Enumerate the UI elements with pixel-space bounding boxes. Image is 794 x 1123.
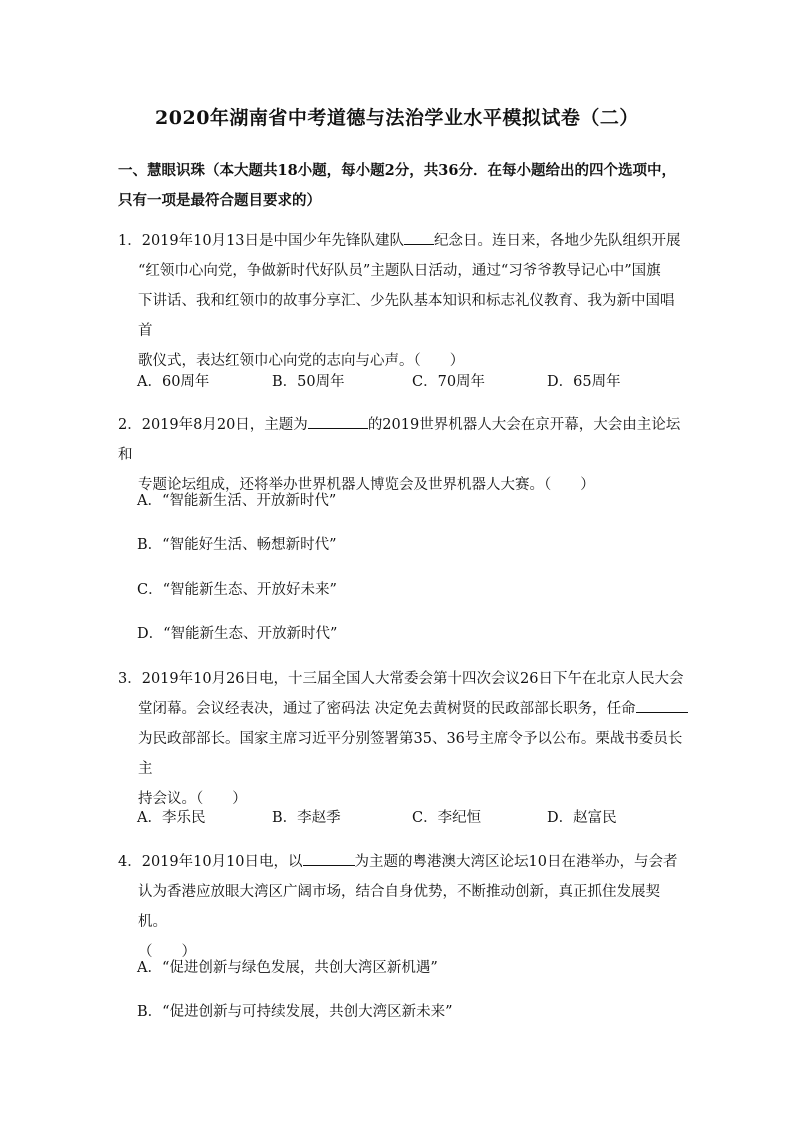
section-line-2: 只有一项是最符合题目要求的）: [118, 192, 321, 209]
q4-line-3: （ ）: [138, 944, 196, 960]
q1-option-a[interactable]: A．60周年: [137, 374, 210, 390]
q1-line-3: 下讲话、我和红领巾的故事分享汇、少先队基本知识和标志礼仪教育、我为新中国唱首: [138, 293, 675, 339]
q1-line-4: 歌仪式，表达红领巾心向党的志向与心声。（ ）: [138, 353, 465, 369]
q2-option-d[interactable]: D．“智能新生态、开放新时代”: [137, 626, 338, 642]
q1-text-b: 纪念日。连日来，各地少先队组织开展: [434, 233, 681, 249]
q1-options: [137, 367, 697, 397]
q3-option-b[interactable]: B．李赵季: [272, 810, 341, 826]
q3-line-3: 为民政部部长。国家主席习近平分别签署第35、36号主席令予以公布。栗战书委员长主: [138, 731, 683, 777]
question-1: [118, 226, 688, 376]
q1-line-2: “红领巾心向党，争做新时代好队员”主题队日活动，通过“习爷爷教导记心中”国旗: [138, 263, 661, 279]
q4-blank: [303, 851, 355, 866]
q1-option-b[interactable]: B．50周年: [272, 374, 345, 390]
q4-option-a[interactable]: A．“促进创新与绿色发展，共创大湾区新机遇”: [137, 960, 438, 976]
page-title: 2020年湖南省中考道德与法治学业水平模拟试卷（二）: [155, 107, 639, 129]
q3-line-2: [118, 694, 688, 724]
q3-option-d[interactable]: D．赵富民: [547, 810, 617, 826]
q4-text-a: 4．2019年10月10日电，以: [118, 854, 303, 870]
q3-line-4: 持会议。（ ）: [138, 791, 247, 807]
q4-line-1: [118, 847, 688, 877]
q3-options: [137, 803, 697, 833]
q2-option-c[interactable]: C．“智能新生态、开放好未来”: [137, 582, 337, 598]
q2-line-2: 专题论坛组成，还将举办世界机器人博览会及世界机器人大赛。（ ）: [138, 477, 595, 493]
q2-line-1: [118, 410, 688, 470]
section-header: [118, 156, 688, 216]
question-4: [118, 847, 688, 967]
q1-blank: [404, 230, 434, 245]
q1-text-a: 1．2019年10月13日是中国少年先锋队建队: [118, 233, 405, 249]
q3-blank: [636, 698, 688, 713]
q2-blank: [308, 414, 368, 429]
q4-line-2: 认为香港应放眼大湾区广阔市场，结合自身优势，不断推动创新，真正抓住发展契机。: [138, 884, 660, 930]
section-line-1: 一、慧眼识珠（本大题共18小题，每小题2分，共36分．在每小题给出的四个选项中，: [118, 162, 676, 179]
q4-text-b: 为主题的粤港澳大湾区论坛10日在港举办，与会者: [354, 854, 678, 870]
question-3: [118, 664, 688, 814]
q3-option-c[interactable]: C．李纪恒: [412, 810, 482, 826]
q2-text-b: 的2019世界机器人大会在京开幕，大会由主论坛和: [118, 417, 681, 463]
q1-line-1: [118, 226, 688, 256]
q1-option-d[interactable]: D．65周年: [547, 374, 621, 390]
q2-text-a: 2．2019年8月20日，主题为: [118, 417, 308, 433]
q4-option-b[interactable]: B．“促进创新与可持续发展，共创大湾区新未来”: [137, 1004, 453, 1020]
q3-option-a[interactable]: A．李乐民: [137, 810, 206, 826]
q2-option-a[interactable]: A．“智能新生活、开放新时代”: [137, 493, 337, 509]
q3-line-1: 3．2019年10月26日电，十三届全国人大常委会第十四次会议26日下午在北京人民大会: [118, 671, 684, 687]
q3-text-a: 堂闭幕。会议经表决，通过了密码法 决定免去黄树贤的民政部部长职务，任命: [138, 701, 636, 717]
q1-option-c[interactable]: C．70周年: [412, 374, 486, 390]
q2-option-b[interactable]: B．“智能好生活、畅想新时代”: [137, 537, 337, 553]
